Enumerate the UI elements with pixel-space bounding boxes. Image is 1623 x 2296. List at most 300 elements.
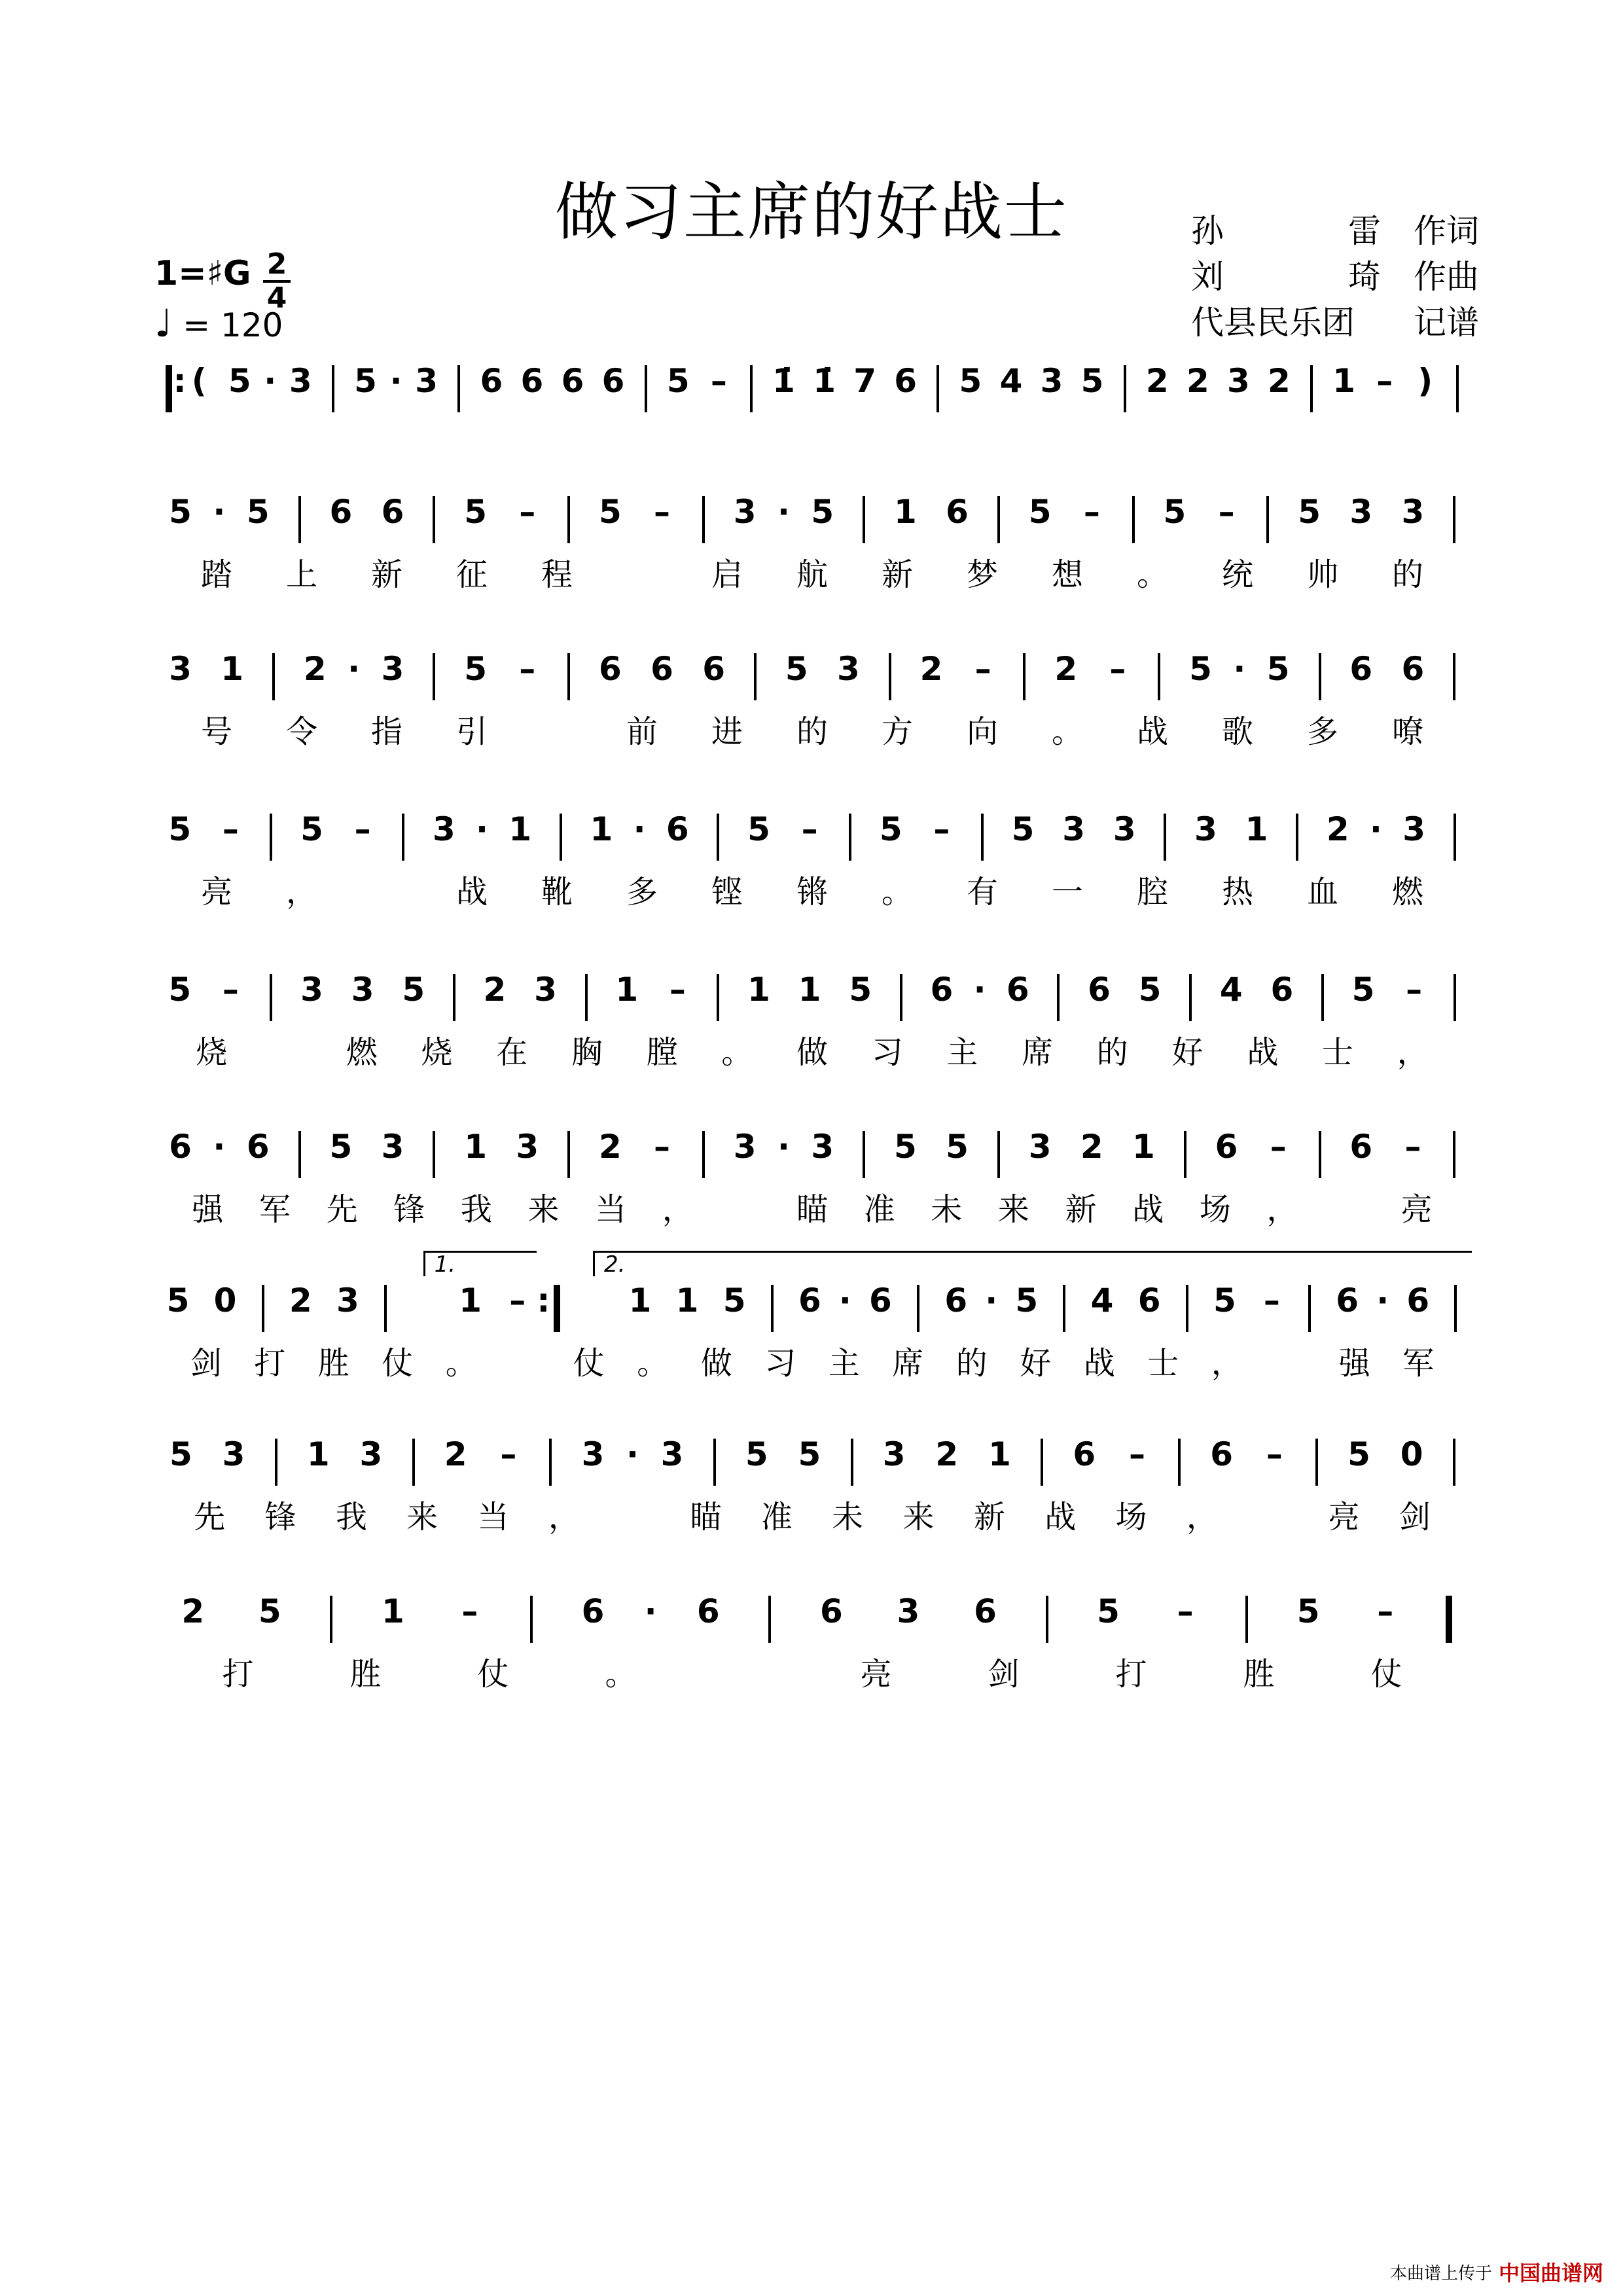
lyric-char: 胸 [571,1034,603,1071]
barline [1063,1285,1065,1332]
lyric-char: 。 [605,1656,637,1693]
lyric-char: 多 [1306,713,1339,750]
note: 1 [590,810,613,848]
lyric-char: 好 [1171,1034,1204,1071]
note: 2 [1145,362,1169,400]
barline [900,974,902,1021]
note: 2 [1080,1128,1103,1166]
lyric-char: 习 [764,1345,796,1382]
note: ) [1418,362,1433,400]
volta-number: 1. [434,1251,456,1278]
extension-dash: – [710,362,727,400]
note: 5 [946,1128,969,1166]
lyric-char: 仗 [382,1345,414,1382]
lyric-char: 军 [1402,1345,1435,1382]
lyric-char: 。 [1051,713,1084,750]
lyric-char: 向 [966,713,999,750]
note: 5 [598,493,622,531]
note: 3 [1194,810,1217,848]
lyric-char: 上 [285,556,318,593]
barline [1041,1439,1043,1486]
lyric-char: 好 [1020,1345,1052,1382]
barline [768,1596,771,1643]
barline [1454,814,1456,861]
barline [1453,653,1455,700]
barline [1315,1439,1318,1486]
barline [889,653,891,700]
note: 3 [882,1435,906,1473]
page-title: 做习主席的好战士 [555,175,1068,249]
note: 1 [747,971,770,1009]
lyric-char: 。 [1136,556,1169,593]
extension-dash: – [1177,1592,1194,1630]
credits [1191,208,1479,346]
lyric-char: 歌 [1221,713,1254,750]
note: 3 [733,1128,757,1166]
note: 3 [811,1128,834,1166]
lyric-char: 想 [1051,556,1084,593]
lyric-char: 来 [406,1499,438,1535]
score-system [154,808,1470,920]
note: 3 [1226,362,1250,400]
barline [530,1596,533,1643]
barline [645,365,647,412]
lyric-char: 战 [455,874,488,910]
lyric-char: 来 [527,1191,560,1228]
barline [1319,1131,1321,1178]
note: 6 [1137,1282,1161,1319]
barline [453,974,455,1021]
lyric-char: 新 [973,1499,1005,1535]
note: 6 [480,362,503,400]
lyric-char: 战 [1083,1345,1115,1382]
augmentation-dot: · [838,1282,851,1319]
note: 6 [561,362,584,400]
note: 6 [1215,1128,1238,1166]
lyric-char: 战 [1044,1499,1077,1535]
lyric-char: 战 [1136,713,1169,750]
barline [1132,496,1135,543]
note: 5 [1213,1282,1236,1319]
lyric-char: 士 [1147,1345,1179,1382]
note: 3 [1402,810,1426,848]
augmentation-dot: · [348,650,361,688]
barline [1186,1285,1188,1332]
note: 6 [1406,1282,1430,1319]
note: 2 [303,650,327,688]
extension-dash: – [519,650,536,688]
note: 5 [246,493,270,531]
lyric-char: 多 [626,874,658,910]
note: 2 [1268,362,1291,400]
quarter-note-icon: ♩ [154,301,173,346]
lyric-char: 场 [1199,1191,1231,1228]
barline [1319,653,1321,700]
lyric-char: 铿 [711,874,743,910]
notation-row [154,1126,1470,1185]
lyric-char: 战 [1247,1034,1279,1071]
note: 5 [798,1435,821,1473]
note: 3 [415,362,438,400]
barline [750,365,753,412]
lyric-char: 打 [222,1656,254,1693]
credit-line [1191,208,1479,254]
lyric-char: 。 [637,1345,669,1382]
footer-text: 本曲谱上传于 [1389,2263,1492,2284]
note: 5 [1351,971,1375,1009]
lyric-char: 新 [1065,1191,1097,1228]
note: 5 [1011,810,1035,848]
extension-dash: – [1263,1282,1280,1319]
barline [433,653,435,700]
barline [560,814,562,861]
notation-row [154,1433,1470,1492]
barline [567,653,570,700]
note: 6 [169,1128,192,1166]
lyric-char: 剑 [190,1345,222,1382]
barline [1158,653,1160,700]
repeat-sign: : [173,362,187,400]
lyric-char: 瞄 [796,1191,829,1228]
note: 3 [336,1282,359,1319]
note: 5 [169,493,192,531]
lyric-char: 一 [1051,874,1084,910]
note: 6 [1336,1282,1359,1319]
lyric-char: 前 [626,713,658,750]
extension-dash: – [1266,1435,1283,1473]
lyric-char: 仗 [1370,1656,1402,1693]
lyric-char: 燃 [1391,874,1424,910]
note: 6 [520,362,544,400]
note: 1 [1332,362,1356,400]
barline [549,1439,552,1486]
barline [412,1439,415,1486]
lyric-char: ， [1397,1034,1429,1071]
barline [384,1285,387,1332]
note: 1̇ [772,362,795,400]
note: 5 [228,362,251,400]
lyric-char: 帅 [1306,556,1339,593]
extension-dash: – [654,1128,670,1166]
lyric-char: 指 [370,713,403,750]
augmentation-dot: · [213,493,226,531]
note: 7 [853,362,877,400]
note: 4 [1090,1282,1114,1319]
lyric-char: ， [1186,1499,1218,1535]
note: 6 [798,1282,821,1319]
extension-dash: – [1218,493,1235,531]
augmentation-dot: · [1376,1282,1389,1319]
lyric-char: 踏 [200,556,233,593]
lyric-char: 进 [711,713,743,750]
lyric-char: 战 [1132,1191,1164,1228]
barline [717,974,719,1021]
barline [997,496,1000,543]
lyric-char: 锋 [264,1499,296,1535]
lyric-char: 主 [946,1034,978,1071]
note: 2 [598,1128,622,1166]
note: 5 [1266,650,1290,688]
note: 6 [381,493,404,531]
barline [917,1285,919,1332]
lyric-char: 新 [370,556,403,593]
lyric-char: ， [1211,1345,1243,1382]
note: 6 [702,650,726,688]
lyric-char: 亮 [860,1656,892,1693]
volta-number: 2. [604,1251,626,1278]
barline [330,1596,332,1643]
lyric-char: 。 [721,1034,753,1071]
lyric-char: 在 [496,1034,528,1071]
barline [1321,974,1324,1021]
lyric-char: 主 [828,1345,860,1382]
lyric-char: 征 [455,556,488,593]
lyric-char: 烧 [196,1034,228,1071]
note: 1 [798,971,821,1009]
note: 6 [598,650,622,688]
extension-dash: – [222,810,239,848]
note: 5 [1097,1592,1120,1630]
barline [851,1439,853,1486]
note: 4 [999,362,1023,400]
extension-dash: – [1376,362,1393,400]
note: 1 [628,1282,652,1319]
barline [1266,496,1269,543]
lyric-char: 准 [863,1191,895,1228]
note: 1 [221,650,244,688]
lyric-char: 仗 [477,1656,509,1693]
note: 3 [836,650,860,688]
note: 3 [359,1435,383,1473]
note: 3 [222,1435,245,1473]
extension-dash: – [461,1592,478,1630]
note: 6 [1088,971,1111,1009]
note: 3 [1349,493,1373,531]
note: 3 [733,493,757,531]
barline [272,653,275,700]
lyric-char: 号 [200,713,233,750]
lyric-char: 的 [796,713,829,750]
note: 0 [1400,1435,1423,1473]
augmentation-dot: · [264,362,277,400]
barline [585,974,588,1021]
note: 3 [581,1435,605,1473]
barline [1245,1596,1248,1643]
augmentation-dot: · [644,1592,657,1630]
credit-name: 代县民乐团 [1191,304,1355,342]
score-system [154,360,1470,471]
barline [1446,1596,1452,1643]
note: 3 [351,971,374,1009]
lyric-char: 席 [892,1345,924,1382]
note: 1 [894,493,917,531]
lyric-char: 来 [997,1191,1029,1228]
barline [1057,974,1060,1021]
note: 3 [516,1128,539,1166]
lyric-char: 。 [881,874,914,910]
lyric-char: 做 [700,1345,732,1382]
barline [1308,1285,1311,1332]
note: 6 [601,362,625,400]
note: 3 [897,1592,920,1630]
barline [713,1439,716,1486]
lyric-char: 的 [955,1345,988,1382]
note: 3 [660,1435,684,1473]
extension-dash: – [1377,1592,1394,1630]
note: 6 [1210,1435,1233,1473]
score-system [154,969,1470,1080]
notation-row [154,1590,1470,1649]
note: 6 [651,650,673,688]
note: 5 [722,1282,746,1319]
volta-bracket [423,1251,537,1276]
note: 1 [464,1128,488,1166]
barline [298,1131,301,1178]
barline [849,814,851,861]
lyric-char: 我 [335,1499,367,1535]
lyric-char: ， [548,1499,580,1535]
barline [1456,365,1459,412]
lyric-char: 。 [445,1345,477,1382]
note: 5 [464,493,488,531]
barline [1184,1131,1186,1178]
barline [298,496,301,543]
lyric-char: 习 [871,1034,903,1071]
note: 5 [1296,1592,1320,1630]
note: 5 [1189,650,1212,688]
note: 6 [946,493,969,531]
lyric-char: 我 [460,1191,492,1228]
note: 6 [1006,971,1029,1009]
lyric-char: 锵 [796,874,829,910]
lyric-char: 亮 [1400,1191,1433,1228]
barline [166,365,172,412]
lyric-char: 启 [711,556,743,593]
lyric-char: 强 [1338,1345,1370,1382]
note: 1 [508,810,532,848]
score-system [154,1126,1470,1237]
barline [433,1131,435,1178]
extension-dash: – [669,971,686,1009]
note: 2 [1186,362,1209,400]
lyric-char: 剑 [1399,1499,1431,1535]
augmentation-dot: · [476,810,489,848]
barline [1164,814,1166,861]
barline [402,814,404,861]
note: 5 [258,1592,281,1630]
note: 5 [879,810,902,848]
extension-dash: – [500,1435,517,1473]
note: 3 [1062,810,1086,848]
lyric-char: 胜 [317,1345,349,1382]
lyric-char: 锋 [393,1191,425,1228]
note: 5 [849,971,872,1009]
note: 6 [666,810,689,848]
note: 4 [1219,971,1243,1009]
lyric-char: 有 [966,874,999,910]
lyric-char: 当 [477,1499,509,1535]
extension-dash: – [801,810,818,848]
lyric-char: 胜 [1243,1656,1275,1693]
augmentation-dot: · [213,1128,226,1166]
barline [1296,814,1298,861]
barline [567,1131,570,1178]
notation-row [154,1280,1470,1338]
lyric-char: 亮 [1328,1499,1360,1535]
note: 1̇ [813,362,836,400]
extension-dash: – [974,650,991,688]
score-system [154,1251,1470,1391]
barline [702,496,705,543]
lyric-char: 程 [541,556,573,593]
note: 5 [1028,493,1052,531]
barline [1023,653,1026,700]
lyric-char: 场 [1115,1499,1147,1535]
credit-name: 孙 雷 [1191,212,1381,250]
credit-role: 作曲 [1414,258,1479,296]
barline [717,814,719,861]
lyrics-row [154,1496,1470,1538]
lyric-char: ， [662,1191,694,1228]
note: 6 [869,1282,892,1319]
note: 6 [581,1592,605,1630]
note: 1 [675,1282,699,1319]
extension-dash: – [654,493,670,531]
note: 3 [289,362,312,400]
barline [997,1131,1000,1178]
note: 5 [169,1435,192,1473]
lyric-char: 先 [326,1191,358,1228]
barline [554,1285,560,1332]
note: 1 [459,1282,482,1319]
lyrics-row [154,711,1470,753]
barline [1189,974,1192,1021]
augmentation-dot: · [626,1435,639,1473]
extension-dash: – [1109,650,1126,688]
tempo-value: = 120 [183,306,283,344]
note: 3 [1040,362,1063,400]
note: 5 [464,650,488,688]
lyric-char: 梦 [966,556,999,593]
meter-top: 2 [266,247,287,281]
lyric-char: 嘹 [1391,713,1424,750]
note: 2 [181,1592,205,1630]
barline [275,1439,277,1486]
lyric-char: 统 [1221,556,1254,593]
lyric-char: 的 [1096,1034,1128,1071]
lyric-char: 新 [881,556,914,593]
notation-row [154,491,1470,550]
note: 6 [696,1592,720,1630]
barline [567,496,570,543]
note: 3 [534,971,557,1009]
note: 5 [1298,493,1321,531]
repeat-sign: : [537,1282,550,1319]
lyric-char: 胜 [349,1656,382,1693]
note: 5 [745,1435,768,1473]
credit-role: 作词 [1414,212,1479,250]
lyrics-row [154,1189,1470,1230]
note: 3 [169,650,192,688]
tempo-marking [154,301,283,346]
note: 6 [1401,650,1425,688]
key-signature: 1=♯G [154,254,251,293]
note: 2 [444,1435,467,1473]
lyric-char: 当 [595,1191,627,1228]
lyric-char: 血 [1306,874,1339,910]
notation-row [154,969,1470,1028]
score-system [154,491,1470,602]
